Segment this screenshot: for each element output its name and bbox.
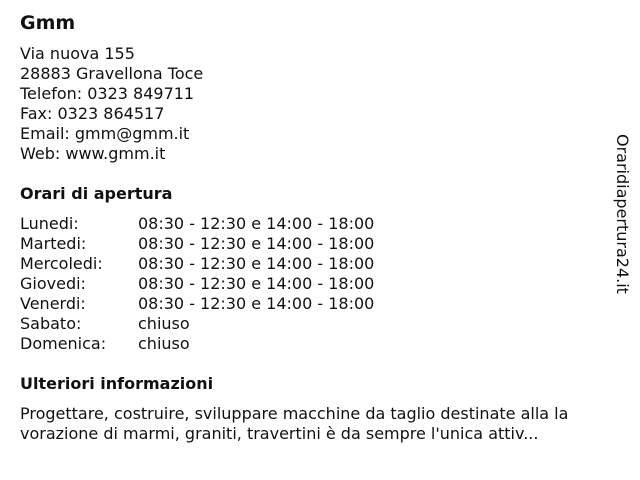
opening-hours-list: [20, 214, 620, 354]
hours-row-friday: [20, 294, 620, 314]
business-card: [20, 10, 620, 444]
address-line-2: 28883 Gravellona Toce: [20, 64, 204, 83]
description-line-1: Progettare, costruire, sviluppare macchine da taglio destinate alla la: [20, 404, 569, 423]
day-hours: 08:30 - 12:30 e 14:00 - 18:00: [138, 214, 375, 233]
day-label: Sabato:: [20, 314, 82, 333]
web-line: Web: www.gmm.it: [20, 144, 166, 163]
fax-line: Fax: 0323 864517: [20, 104, 165, 123]
site-watermark: Oraridiapertura24.it: [613, 134, 632, 294]
business-name: Gmm: [20, 12, 76, 34]
hours-row-sunday: [20, 334, 620, 354]
day-hours: chiuso: [138, 314, 190, 333]
day-label: Domenica:: [20, 334, 107, 353]
day-label: Martedi:: [20, 234, 87, 253]
email-line: Email: gmm@gmm.it: [20, 124, 190, 143]
hours-row-saturday: [20, 314, 620, 334]
day-label: Venerdi:: [20, 294, 86, 313]
address-line-1: Via nuova 155: [20, 44, 135, 63]
day-hours: 08:30 - 12:30 e 14:00 - 18:00: [138, 274, 375, 293]
hours-row-thursday: [20, 274, 620, 294]
description-line-2: vorazione di marmi, graniti, travertini è da sempre l'unica attiv...: [20, 424, 539, 443]
day-hours: chiuso: [138, 334, 190, 353]
day-hours: 08:30 - 12:30 e 14:00 - 18:00: [138, 234, 375, 253]
hours-row-monday: [20, 214, 620, 234]
day-label: Giovedi:: [20, 274, 86, 293]
opening-hours-heading: Orari di apertura: [20, 184, 173, 203]
hours-row-tuesday: [20, 234, 620, 254]
description: [20, 404, 620, 444]
phone-line: Telefon: 0323 849711: [20, 84, 195, 103]
day-hours: 08:30 - 12:30 e 14:00 - 18:00: [138, 294, 375, 313]
hours-row-wednesday: [20, 254, 620, 274]
watermark-container: [612, 134, 636, 310]
day-label: Lunedi:: [20, 214, 79, 233]
further-info-heading: Ulteriori informazioni: [20, 374, 214, 393]
day-label: Mercoledi:: [20, 254, 103, 273]
day-hours: 08:30 - 12:30 e 14:00 - 18:00: [138, 254, 375, 273]
